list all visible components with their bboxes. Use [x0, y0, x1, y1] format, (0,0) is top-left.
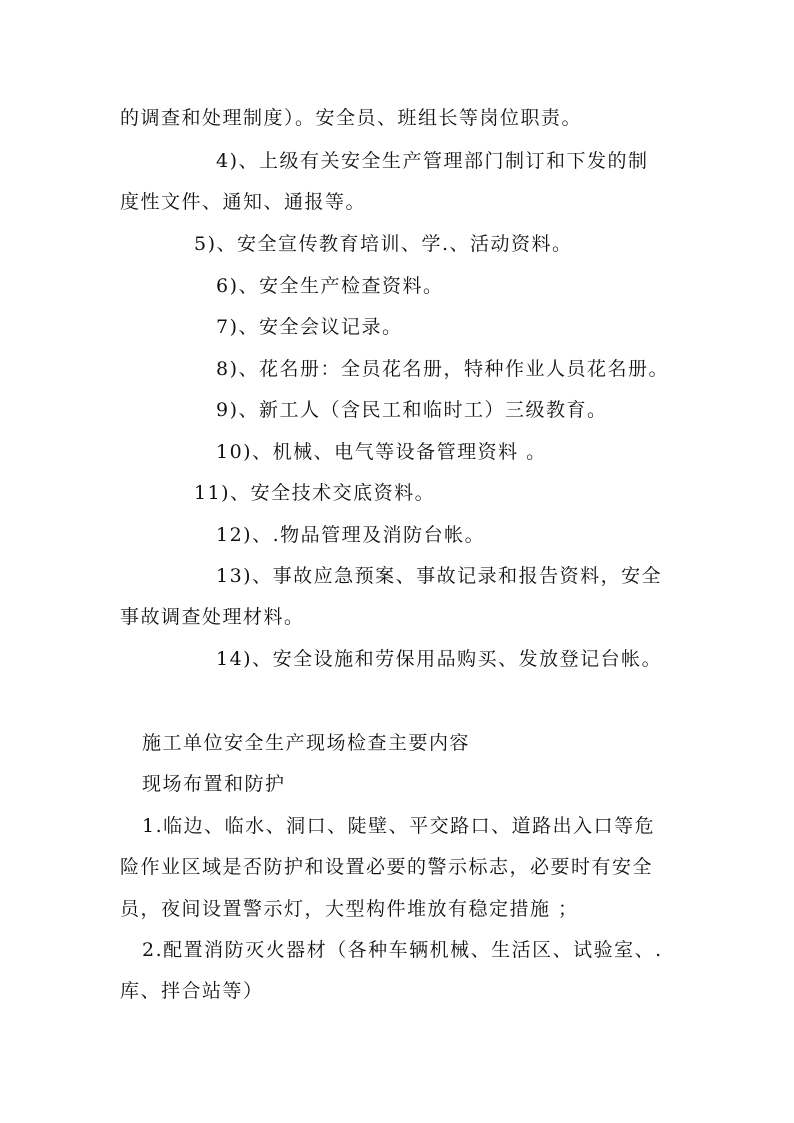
item-2-line: 2.配置消防灭火器材（各种车辆机械、生活区、试验室、.: [142, 939, 663, 961]
list-item-7: 7)、安全会议记录。: [216, 316, 403, 338]
subsection-title: 现场布置和防护: [142, 773, 286, 795]
list-item-14: 14)、安全设施和劳保用品购买、发放登记台帐。: [216, 648, 663, 670]
item-1-line: 1.临边、临水、洞口、陡壁、平交路口、道路出入口等危: [142, 815, 656, 837]
list-item-4: 4)、上级有关安全生产管理部门制订和下发的制: [216, 150, 649, 172]
list-item-8: 8)、花名册：全员花名册，特种作业人员花名册。: [216, 358, 670, 380]
list-item-13: 13)、事故应急预案、事故记录和报告资料，安全: [216, 565, 663, 587]
list-item-5: 5)、安全宣传教育培训、学.、活动资料。: [194, 233, 573, 255]
list-item-9: 9)、新工人（含民工和临时工）三级教育。: [216, 399, 608, 421]
text-line: 的调查和处理制度）。安全员、班组长等岗位职责。: [120, 107, 583, 129]
item-1-line: 险作业区域是否防护和设置必要的警示标志，必要时有安全: [120, 856, 654, 878]
list-item-6: 6)、安全生产检查资料。: [216, 275, 444, 297]
text-line: 度性文件、通知、通报等。: [120, 191, 367, 213]
list-item-11: 11)、安全技术交底资料。: [194, 482, 436, 504]
item-2-line: 库、拌合站等）: [120, 980, 264, 1002]
list-item-10: 10)、机械、电气等设备管理资料 。: [216, 441, 547, 463]
list-item-12: 12)、.物品管理及消防台帐。: [216, 524, 486, 546]
item-1-line: 员，夜间设置警示灯，大型构件堆放有稳定措施 ；: [120, 898, 579, 920]
text-line: 事故调查处理材料。: [120, 606, 305, 628]
section-title: 施工单位安全生产现场检查主要内容: [142, 732, 471, 754]
